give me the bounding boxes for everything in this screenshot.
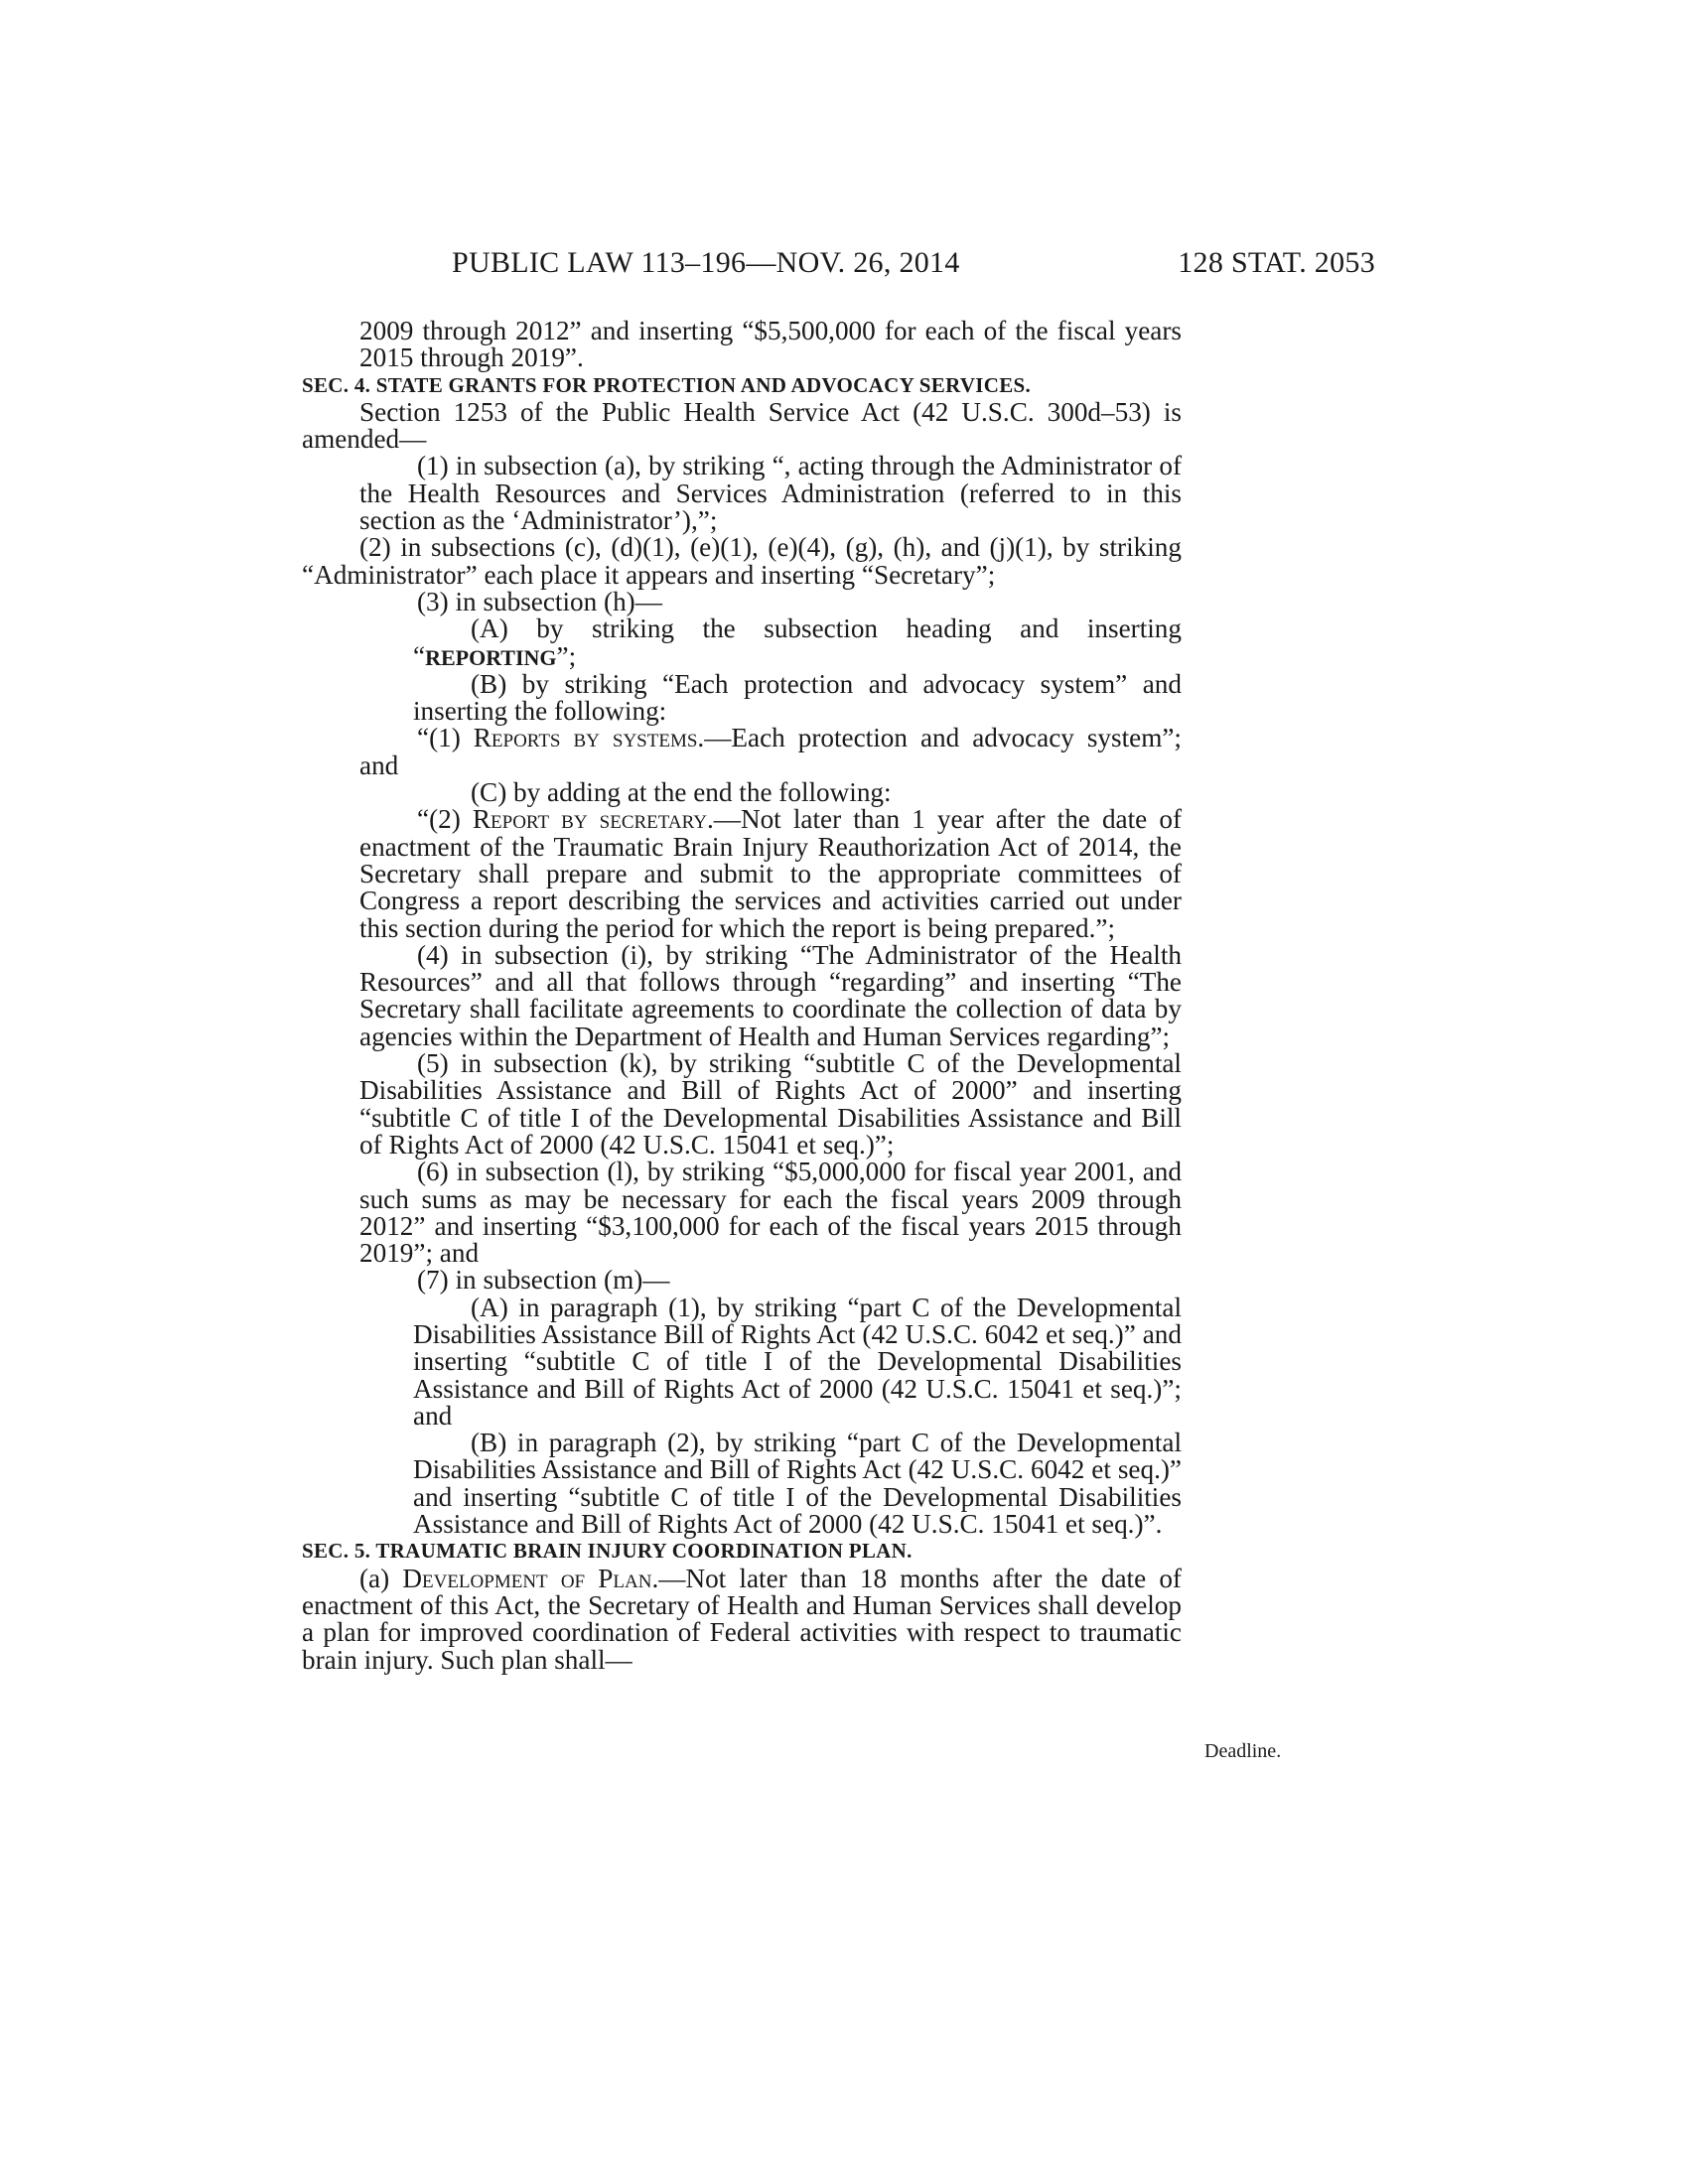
paragraph: Section 1253 of the Public Health Service Act (42 U.S.C. 300d–53) is amended— [302, 396, 1182, 455]
paragraph: (A) in paragraph (1), by striking “part C of the Developmental Disabilities Assistance Bill of Rights Act (42 U.S.C. 6042 et seq.)” and inserting “subtitle C of title I of the Developmental Disabilities Assistance and Bill of Rights Act of 2000 (42 U.S.C. 15041 et seq.)”; and [413, 1292, 1182, 1431]
paragraph: (6) in subsection (l), by striking “$5,000,000 for fiscal year 2001, and such sums as may be necessary for each the fiscal years 2009 through 2012” and inserting “$3,100,000 for each of the fiscal years 2015 through 2019”; and [359, 1157, 1182, 1269]
paragraph: (1) in subsection (a), by striking “, acting through the Administrator of the Health Resources and Services Administration (referred to in this section as the ‘Administrator’),”; [359, 451, 1182, 536]
paragraph: 2009 through 2012” and inserting “$5,500,000 for each of the fiscal years 2015 through 2019”. [359, 316, 1182, 373]
document-body [302, 318, 1182, 1674]
paragraph: (2) in subsections (c), (d)(1), (e)(1), (e)(4), (g), (h), and (j)(1), by striking “Administrator” each place it appears and inserting “Secretary”; [302, 532, 1182, 590]
paragraph: (7) in subsection (m)— [417, 1265, 670, 1296]
paragraph: (B) in paragraph (2), by striking “part C of the Developmental Disabilities Assistance and Bill of Rights Act (42 U.S.C. 6042 et seq.)” and inserting “subtitle C of title I of the Developmental Disabilities Assistance and Bill of Rights Act of 2000 (42 U.S.C. 15041 et seq.)”. [413, 1428, 1182, 1540]
paragraph: (C) by adding at the end the following: [471, 777, 892, 808]
public-law-title: PUBLIC LAW 113–196—NOV. 26, 2014 [452, 246, 960, 279]
statute-page-number: 128 STAT. 2053 [1178, 246, 1375, 279]
paragraph: (B) by striking “Each protection and advocacy system” and inserting the following: [413, 668, 1182, 727]
paragraph: (3) in subsection (h)— [417, 586, 662, 616]
page-header [452, 246, 1375, 286]
paragraph: (4) in subsection (i), by striking “The Administrator of the Health Resources” and all that follows through “regarding” and inserting “The Secretary shall facilitate agreements to coordinate the collection of data by agencies within the Department of Health and Human Services regarding”; [359, 939, 1182, 1051]
paragraph: (a) Development of Plan.—Not later than 18 months after the date of enactment of this Act, the Secretary of Health and Human Services shall develop a plan for improved coordination of Federal activities with respect to traumatic brain injury. Such plan shall— [302, 1563, 1182, 1675]
margin-note-deadline: Deadline. [1204, 1740, 1282, 1762]
paragraph: (A) by striking the subsection heading and inserting “REPORTING”; [413, 614, 1182, 671]
section-heading-5: SEC. 5. TRAUMATIC BRAIN INJURY COORDINATION PLAN. [302, 1539, 913, 1564]
section-heading-4: SEC. 4. STATE GRANTS FOR PROTECTION AND ADVOCACY SERVICES. [302, 372, 1032, 397]
paragraph: (5) in subsection (k), by striking “subtitle C of the Developmental Disabilities Assistance and Bill of Rights Act of 2000” and inserting “subtitle C of title I of the Developmental Disabilities Assistance and Bill of Rights Act of 2000 (42 U.S.C. 15041 et seq.)”; [359, 1048, 1182, 1160]
paragraph: “(2) Report by secretary.—Not later than 1 year after the date of enactment of the Traumatic Brain Injury Reauthorization Act of 2014, the Secretary shall prepare and submit to the appropriate committees of Congress a report describing the services and activities carried out under this section during the period for which the report is being prepared.”; [359, 804, 1182, 943]
paragraph: “(1) Reports by systems.—Each protection and advocacy system”; and [359, 723, 1182, 780]
